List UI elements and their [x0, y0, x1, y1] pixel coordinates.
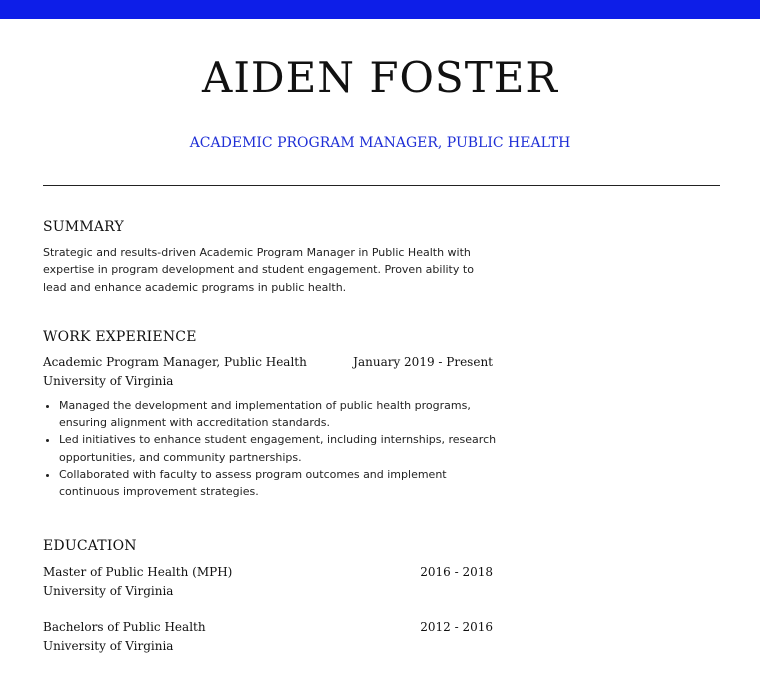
job-bullet: • Led initiatives to enhance student engagement, including internships, research opportunities, and community partnerships.: [59, 431, 509, 465]
education-dates: 2016 - 2018: [420, 565, 493, 579]
work-experience-heading: WORK EXPERIENCE: [43, 329, 197, 345]
job-organization: University of Virginia: [43, 374, 174, 388]
summary-text: Strategic and results-driven Academic Program Manager in Public Health with expertise in program development and student engagement. Proven ability to lead and enhance academic programs in public health.: [43, 246, 474, 294]
education-school: University of Virginia: [43, 639, 174, 653]
job-bullet: • Collaborated with faculty to assess program outcomes and implement continuous improvement strategies.: [59, 466, 509, 500]
education-degree: Master of Public Health (MPH): [43, 565, 233, 579]
candidate-name: AIDEN FOSTER: [202, 53, 558, 102]
job-bullet: • Managed the development and implementation of public health programs, ensuring alignment with accreditation standards.: [59, 397, 509, 431]
education-dates: 2012 - 2016: [420, 620, 493, 634]
summary-heading: SUMMARY: [43, 219, 124, 235]
education-degree: Bachelors of Public Health: [43, 620, 206, 634]
education-school: University of Virginia: [43, 584, 174, 598]
education-header-row: [43, 618, 493, 637]
job-position: Academic Program Manager, Public Health: [43, 355, 307, 369]
job-bullets: [43, 397, 509, 500]
header-divider: [43, 185, 720, 186]
top-accent-bar: [0, 0, 760, 19]
job-header-row: [43, 353, 493, 372]
candidate-role: ACADEMIC PROGRAM MANAGER, PUBLIC HEALTH: [189, 135, 571, 151]
education-header-row: [43, 563, 493, 582]
education-heading: EDUCATION: [43, 538, 137, 554]
job-dates: January 2019 - Present: [353, 355, 493, 369]
